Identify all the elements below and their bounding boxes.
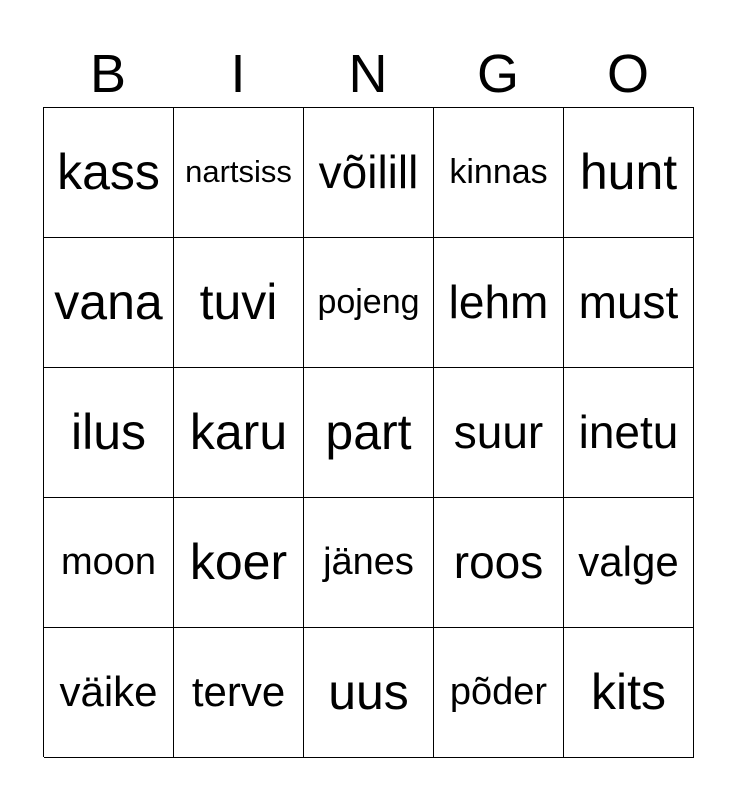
bingo-cell[interactable]: part	[304, 368, 434, 498]
bingo-cell[interactable]: kinnas	[434, 108, 564, 238]
bingo-cell[interactable]: jänes	[304, 498, 434, 628]
bingo-cell[interactable]: inetu	[564, 368, 694, 498]
bingo-cell[interactable]: põder	[434, 628, 564, 758]
bingo-cell[interactable]: kits	[564, 628, 694, 758]
bingo-cell[interactable]: roos	[434, 498, 564, 628]
header-letter-o: O	[606, 44, 649, 104]
header-letter-n: N	[348, 44, 388, 104]
bingo-cell[interactable]: uus	[304, 628, 434, 758]
header-letter-g: G	[476, 44, 519, 104]
bingo-cell[interactable]: ilus	[44, 368, 174, 498]
header-letter-b: B	[89, 44, 127, 104]
bingo-cell[interactable]: valge	[564, 498, 694, 628]
bingo-cell[interactable]: tuvi	[174, 238, 304, 368]
bingo-cell[interactable]: pojeng	[304, 238, 434, 368]
bingo-cell[interactable]: koer	[174, 498, 304, 628]
bingo-cell[interactable]: moon	[44, 498, 174, 628]
bingo-cell[interactable]: lehm	[434, 238, 564, 368]
bingo-cell[interactable]: võilill	[304, 108, 434, 238]
bingo-cell[interactable]: hunt	[564, 108, 694, 238]
bingo-cell[interactable]: vana	[44, 238, 174, 368]
bingo-cell[interactable]: must	[564, 238, 694, 368]
bingo-board	[43, 107, 694, 757]
header-letter-i: I	[230, 44, 246, 104]
bingo-cell[interactable]: kass	[44, 108, 174, 238]
bingo-cell[interactable]: väike	[44, 628, 174, 758]
bingo-header	[43, 40, 693, 108]
bingo-cell[interactable]: terve	[174, 628, 304, 758]
bingo-cell[interactable]: nartsiss	[174, 108, 304, 238]
bingo-cell[interactable]: suur	[434, 368, 564, 498]
bingo-cell[interactable]: karu	[174, 368, 304, 498]
